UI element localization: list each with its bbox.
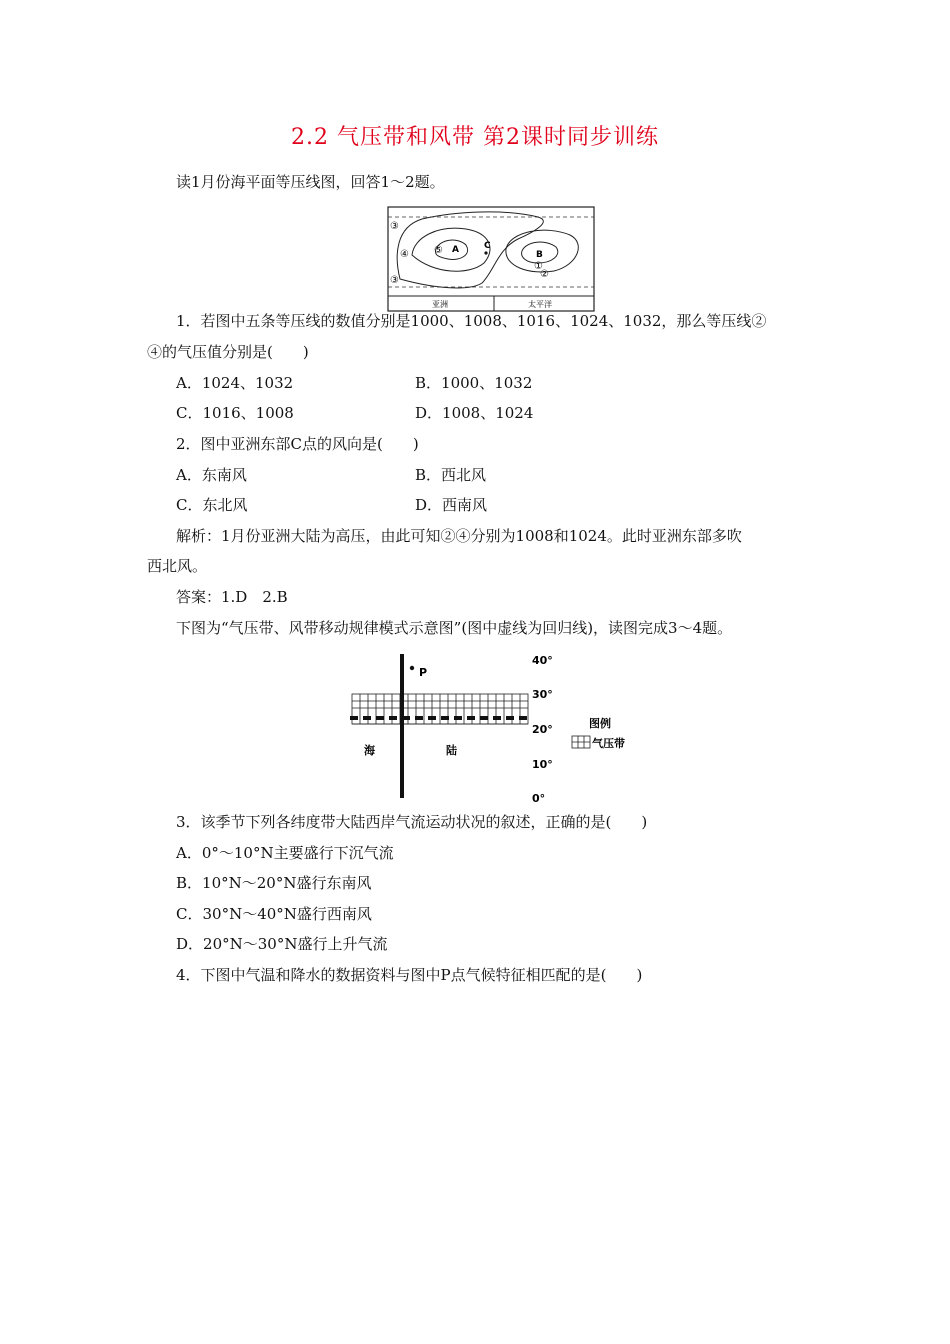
q2-option-d: D．西南风 <box>415 496 488 514</box>
map2-label-sea: 海 <box>364 744 375 757</box>
page-title: 2.2 气压带和风带 第2课时同步训练 <box>291 125 659 150</box>
map1-label-pacific: 太平洋 <box>528 300 552 309</box>
q1-option-c: C．1016、1008 <box>176 404 294 422</box>
legend-swatch-icon <box>572 736 590 748</box>
map1-label-2: ② <box>540 269 549 280</box>
intro2-text: 下图为“气压带、风带移动规律模式示意图”(图中虚线为回归线)，读图完成3～4题。 <box>176 619 733 637</box>
map1-label-5: ⑤ <box>434 245 443 256</box>
map1-label-b: B <box>536 250 543 260</box>
pressure-belt-figure <box>346 650 646 808</box>
map2-label-land: 陆 <box>446 744 457 757</box>
q1-stem-line1: 1．若图中五条等压线的数值分别是1000、1008、1016、1024、1032，那么等压线② <box>176 312 767 330</box>
q1-stem-line2: ④的气压值分别是( ) <box>147 343 309 361</box>
map1-label-4: ④ <box>400 249 409 260</box>
answer-text: 答案：1.D 2.B <box>176 588 288 606</box>
q3-stem: 3．该季节下列各纬度带大陆西岸气流运动状况的叙述，正确的是( ) <box>176 813 648 831</box>
map2-label-lat10: 10° <box>532 758 553 771</box>
q3-option-c: C．30°N～40°N盛行西南风 <box>176 905 372 923</box>
q3-option-b: B．10°N～20°N盛行东南风 <box>176 874 372 892</box>
q2-option-c: C．东北风 <box>176 496 248 514</box>
map2-legend-item: 气压带 <box>592 737 625 750</box>
map1-label-1: ① <box>534 261 543 272</box>
map2-label-lat0: 0° <box>532 792 546 805</box>
map2-label-lat30: 30° <box>532 688 553 701</box>
map1-label-a: A <box>452 245 459 255</box>
map1-label-asia: 亚洲 <box>432 300 448 309</box>
map2-label-lat40: 40° <box>532 654 553 667</box>
q3-option-d: D．20°N～30°N盛行上升气流 <box>176 935 388 953</box>
q1-option-d: D．1008、1024 <box>415 404 534 422</box>
map2-label-lat20: 20° <box>532 723 553 736</box>
analysis-line2: 西北风。 <box>147 557 208 575</box>
q2-stem: 2．图中亚洲东部C点的风向是( ) <box>176 435 419 453</box>
q1-option-a: A．1024、1032 <box>176 374 294 392</box>
q2-option-a: A．东南风 <box>176 466 247 484</box>
map1-label-3-bottom: ③ <box>390 275 399 286</box>
map1-label-3-top: ③ <box>390 221 399 232</box>
map1-label-c: C <box>484 241 491 251</box>
q4-stem: 4．下图中气温和降水的数据资料与图中P点气候特征相匹配的是( ) <box>176 966 643 984</box>
q3-option-a: A．0°～10°N主要盛行下沉气流 <box>176 844 394 862</box>
map2-legend-title: 图例 <box>589 717 611 730</box>
q1-option-b: B．1000、1032 <box>415 374 533 392</box>
map2-label-p: P <box>419 666 428 679</box>
q2-option-b: B．西北风 <box>415 466 487 484</box>
analysis-line1: 解析：1月份亚洲大陆为高压，由此可知②④分别为1008和1024。此时亚洲东部多吹 <box>176 527 742 545</box>
isobar-map-figure <box>386 205 596 313</box>
intro-text: 读1月份海平面等压线图，回答1～2题。 <box>176 173 445 191</box>
